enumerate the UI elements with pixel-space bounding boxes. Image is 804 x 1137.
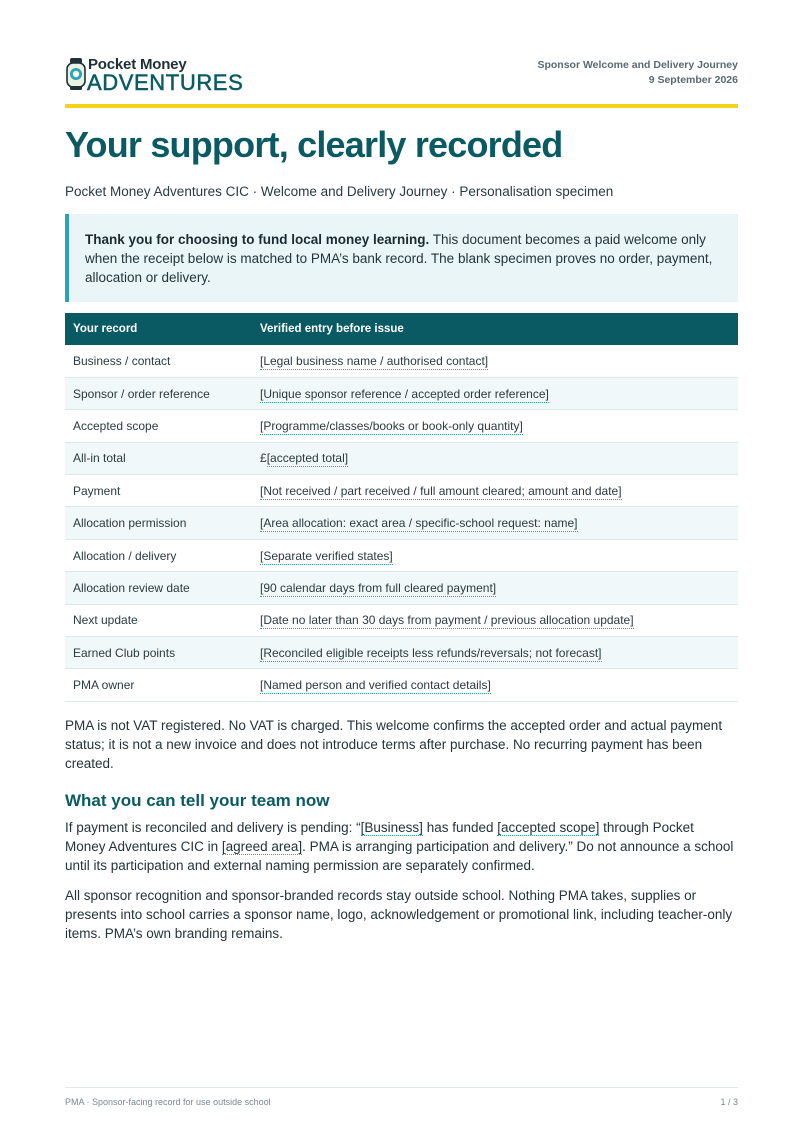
table-row xyxy=(65,637,738,669)
footer-note: PMA · Sponsor-facing record for use outside school xyxy=(65,1097,271,1107)
value-prefix: £ xyxy=(260,451,267,466)
row-value xyxy=(251,410,738,442)
callout-lead: Thank you for choosing to fund local money learning. xyxy=(85,232,430,247)
placeholder-field: [Date no later than 30 days from payment / previous allocation update] xyxy=(260,613,634,628)
page-subtitle: Pocket Money Adventures CIC · Welcome and Delivery Journey · Personalisation specimen xyxy=(65,184,614,199)
brand-logo xyxy=(65,56,245,95)
table-row xyxy=(65,507,738,539)
placeholder-area: [agreed area] xyxy=(221,839,303,854)
text-run: through Pocket Money Adventures CIC in xyxy=(65,820,694,854)
header-divider xyxy=(65,104,738,108)
row-value xyxy=(251,539,738,571)
table-row xyxy=(65,410,738,442)
placeholder-field: [Programme/classes/books or book-only quantity] xyxy=(260,418,523,433)
logo-wordmark-bottom: ADVENTURES xyxy=(87,70,244,95)
row-label: Allocation permission xyxy=(65,507,251,539)
document-date: 9 September 2026 xyxy=(648,74,738,86)
placeholder-scope: [accepted scope] xyxy=(497,820,600,835)
placeholder-field: [Separate verified states] xyxy=(260,548,393,563)
row-label: Accepted scope xyxy=(65,410,251,442)
document-name: Sponsor Welcome and Delivery Journey xyxy=(537,59,738,71)
logo-wordmark-top: Pocket Money xyxy=(88,56,187,73)
row-value xyxy=(251,442,738,474)
row-value xyxy=(251,507,738,539)
placeholder-field: [Area allocation: exact area / specific-school request: name] xyxy=(260,516,578,531)
header-meta xyxy=(537,58,738,88)
placeholder-field: [Unique sponsor reference / accepted order reference] xyxy=(260,386,549,401)
row-label: Next update xyxy=(65,604,251,636)
table-row xyxy=(65,442,738,474)
page-header xyxy=(65,54,738,94)
table-row xyxy=(65,539,738,571)
table-row xyxy=(65,572,738,604)
callout-body: This document becomes a paid welcome only when the receipt below is matched to PMA’s bank record. The blank specimen proves no order, payment, allocation or delivery. xyxy=(85,232,713,285)
row-value xyxy=(251,345,738,377)
placeholder-field: [accepted total] xyxy=(266,451,349,466)
row-label: Earned Club points xyxy=(65,637,251,669)
row-label: PMA owner xyxy=(65,669,251,701)
row-value xyxy=(251,637,738,669)
row-value xyxy=(251,377,738,409)
row-label: All-in total xyxy=(65,442,251,474)
document-page xyxy=(65,0,738,1137)
page-number: 1 / 3 xyxy=(720,1097,738,1107)
piggy-bank-icon xyxy=(65,57,87,91)
table-row xyxy=(65,669,738,701)
row-label: Business / contact xyxy=(65,345,251,377)
text-run: If payment is reconciled and delivery is pending: “ xyxy=(65,820,361,835)
row-label: Allocation / delivery xyxy=(65,539,251,571)
row-value xyxy=(251,669,738,701)
placeholder-field: [Reconciled eligible receipts less refunds/reversals; not forecast] xyxy=(260,645,602,660)
text-run: has funded xyxy=(422,820,498,835)
table-header-row xyxy=(65,313,738,345)
table-row xyxy=(65,604,738,636)
row-value xyxy=(251,475,738,507)
thank-you-callout xyxy=(65,214,738,302)
row-label: Sponsor / order reference xyxy=(65,377,251,409)
row-value xyxy=(251,604,738,636)
column-header-entry: Verified entry before issue xyxy=(251,313,738,345)
placeholder-field: [Not received / part received / full amount cleared; amount and date] xyxy=(260,483,622,498)
row-value xyxy=(251,572,738,604)
row-label: Allocation review date xyxy=(65,572,251,604)
team-message-paragraph xyxy=(65,818,738,875)
footer-divider xyxy=(65,1087,738,1088)
placeholder-field: [Legal business name / authorised contact] xyxy=(260,353,489,368)
text-run: . PMA is arranging participation and delivery.” Do not announce a school until its participation and external naming permission are separately confirmed. xyxy=(65,839,734,873)
placeholder-business: [Business] xyxy=(360,820,423,835)
page-title: Your support, clearly recorded xyxy=(65,124,563,165)
column-header-record: Your record xyxy=(65,313,251,345)
table-row xyxy=(65,377,738,409)
branding-policy-paragraph: All sponsor recognition and sponsor-branded records stay outside school. Nothing PMA takes, supplies or presents into school carries a sponsor name, logo, acknowledgement or promotional link, including teacher-only items. PMA’s own branding remains. xyxy=(65,888,733,941)
section-heading: What you can tell your team now xyxy=(65,791,330,810)
placeholder-field: [90 calendar days from full cleared payment] xyxy=(260,580,497,595)
placeholder-field: [Named person and verified contact details] xyxy=(260,678,491,693)
row-label: Payment xyxy=(65,475,251,507)
vat-note: PMA is not VAT registered. No VAT is charged. This welcome confirms the accepted order and actual payment status; it is not a new invoice and does not introduce terms after purchase. No recurring payment has been created. xyxy=(65,718,723,771)
table-row xyxy=(65,475,738,507)
record-table xyxy=(65,313,738,702)
table-row xyxy=(65,345,738,377)
